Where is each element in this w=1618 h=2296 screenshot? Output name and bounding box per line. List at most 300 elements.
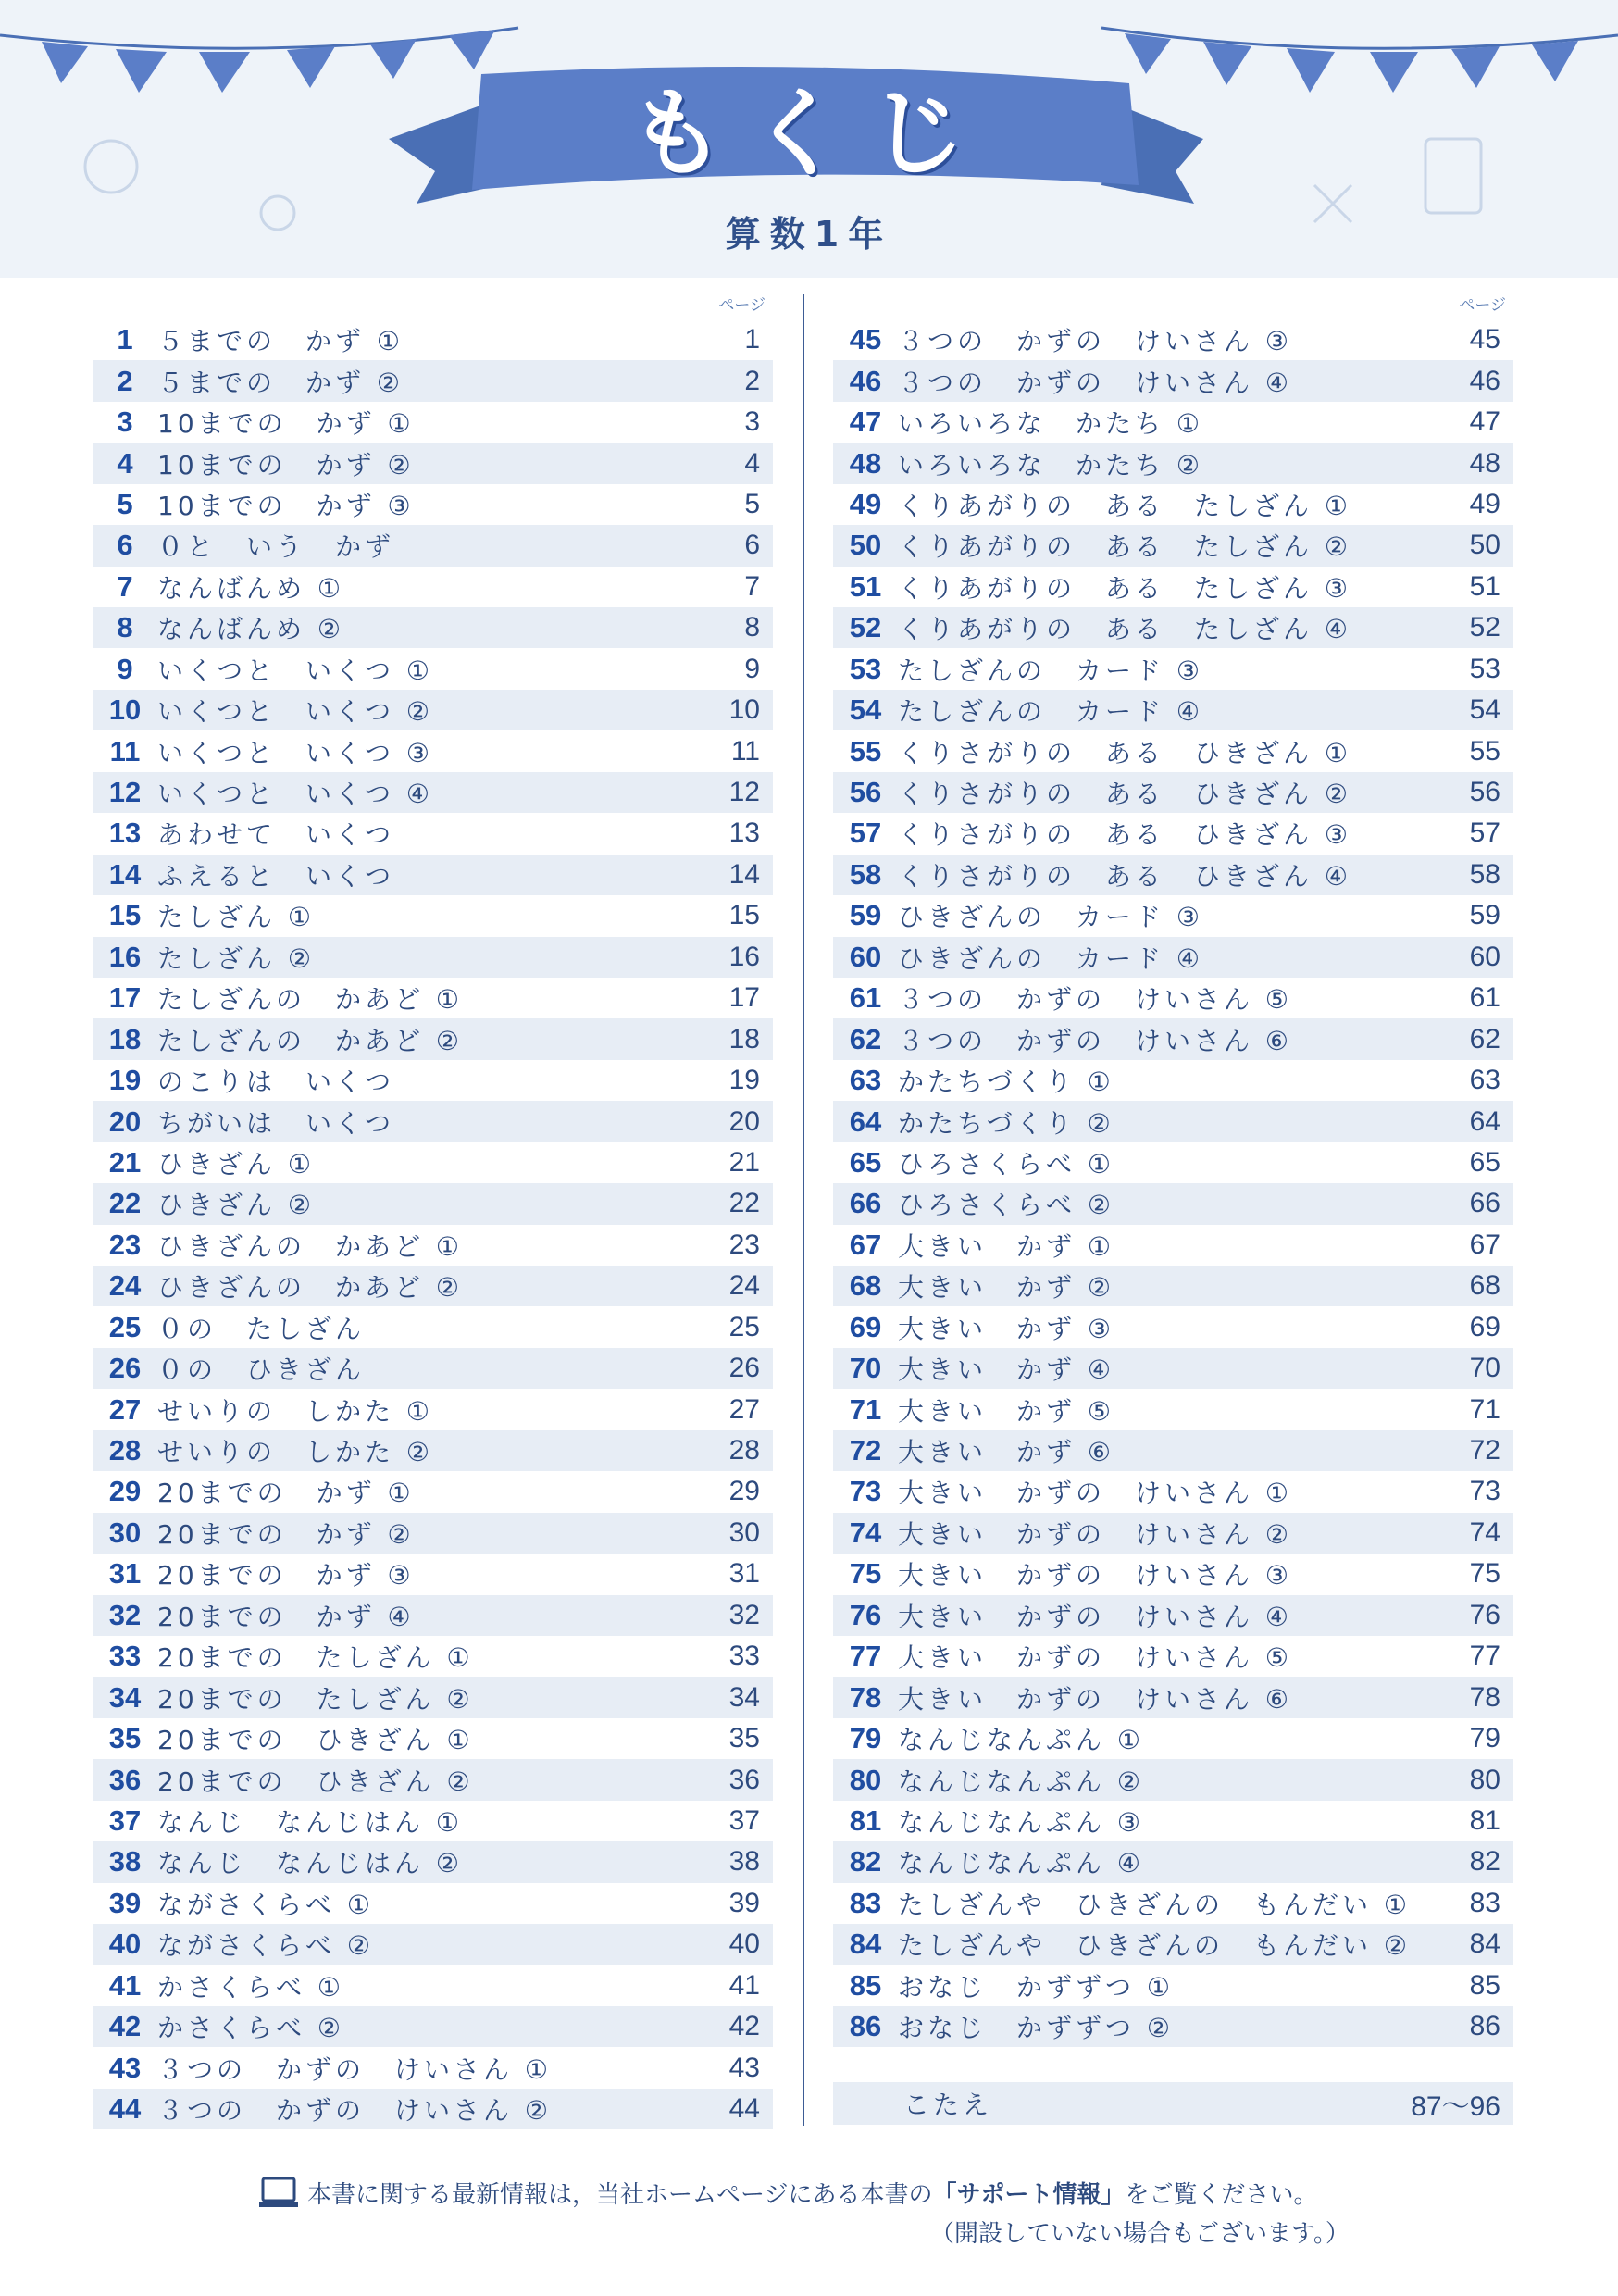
lesson-number: 14 <box>108 857 142 891</box>
lesson-page: 51 <box>1469 570 1500 602</box>
toc-row[interactable] <box>833 1677 1513 1717</box>
toc-row[interactable] <box>93 319 773 360</box>
toc-row[interactable] <box>93 1430 773 1471</box>
lesson-page: 80 <box>1469 1764 1500 1795</box>
lesson-number: 4 <box>117 446 133 480</box>
lesson-title: くりあがりの ある たしざん ③ <box>898 572 1352 604</box>
lesson-page: 33 <box>728 1641 760 1672</box>
lesson-title: 大きい かずの けいさん ④ <box>898 1601 1293 1632</box>
toc-row[interactable] <box>833 1266 1513 1306</box>
lesson-title: 大きい かず ③ <box>898 1313 1115 1344</box>
toc-row[interactable] <box>93 360 773 401</box>
lesson-page: 75 <box>1469 1558 1500 1590</box>
toc-row[interactable] <box>93 730 773 771</box>
toc-row[interactable] <box>93 1841 773 1882</box>
lesson-page: 29 <box>728 1476 760 1507</box>
toc-row[interactable] <box>93 484 773 525</box>
lesson-page: 63 <box>1469 1065 1500 1096</box>
lesson-number: 8 <box>117 611 133 644</box>
lesson-title: くりさがりの ある ひきざん ④ <box>898 860 1352 892</box>
lesson-title: 大きい かず ⑤ <box>898 1395 1115 1427</box>
lesson-title: ３つの かずの けいさん ② <box>157 2095 553 2126</box>
toc-row[interactable] <box>93 402 773 443</box>
toc-row[interactable] <box>833 855 1513 895</box>
toc-row[interactable] <box>93 1924 773 1965</box>
toc-row[interactable] <box>833 730 1513 771</box>
toc-row[interactable] <box>93 1101 773 1142</box>
toc-row[interactable] <box>833 1430 1513 1471</box>
lesson-title: なんじ なんじはん ① <box>157 1806 464 1838</box>
lesson-page: 30 <box>728 1516 760 1548</box>
lesson-page: 78 <box>1469 1681 1500 1713</box>
lesson-page: 52 <box>1469 612 1500 643</box>
lesson-page: 60 <box>1469 941 1500 972</box>
footer-text-c: をご覧ください。 <box>1125 2181 1318 2209</box>
lesson-number: 9 <box>117 652 133 685</box>
lesson-page: 71 <box>1469 1393 1500 1425</box>
lesson-number: 41 <box>108 1968 142 2002</box>
toc-row[interactable] <box>93 1677 773 1717</box>
lesson-number: 15 <box>108 899 142 932</box>
lesson-page: 34 <box>728 1681 760 1713</box>
lesson-number: 74 <box>849 1516 882 1549</box>
lesson-page: 45 <box>1469 324 1500 356</box>
lesson-number: 11 <box>109 734 141 767</box>
lesson-title: ひろさくらべ ② <box>898 1190 1115 1221</box>
lesson-page: 61 <box>1469 982 1500 1014</box>
toc-row[interactable] <box>93 1307 773 1348</box>
toc-row[interactable] <box>93 1595 773 1636</box>
lesson-page: 28 <box>728 1435 760 1466</box>
lesson-title: 大きい かず ① <box>898 1230 1115 1262</box>
toc-left-list <box>93 319 773 2129</box>
lesson-title: いろいろな かたち ② <box>898 449 1204 480</box>
lesson-page: 2 <box>744 365 760 396</box>
lesson-page: 59 <box>1469 900 1500 931</box>
lesson-number: 73 <box>849 1475 882 1508</box>
toc-row[interactable] <box>833 402 1513 443</box>
lesson-number: 25 <box>108 1310 142 1343</box>
lesson-title: かたちづくり ② <box>898 1107 1114 1139</box>
toc-row[interactable] <box>93 1348 773 1389</box>
toc-row[interactable] <box>93 1554 773 1594</box>
lesson-title: ０の たしざん <box>157 1313 366 1344</box>
toc-row[interactable] <box>833 1183 1513 1224</box>
lesson-title: 大きい かずの けいさん ① <box>898 1478 1293 1509</box>
lesson-number: 72 <box>849 1434 882 1466</box>
toc-row[interactable] <box>833 1471 1513 1512</box>
lesson-number: 60 <box>849 940 882 973</box>
lesson-page: 49 <box>1469 488 1500 519</box>
lesson-number: 27 <box>108 1392 142 1426</box>
lesson-number: 84 <box>849 1928 882 1961</box>
lesson-title: かたちづくり ① <box>898 1067 1114 1098</box>
toc-row[interactable] <box>833 1841 1513 1882</box>
toc-row[interactable] <box>833 1513 1513 1554</box>
lesson-number: 48 <box>849 446 882 480</box>
lesson-number: 36 <box>108 1763 142 1796</box>
toc-row[interactable] <box>833 2006 1513 2047</box>
toc-row[interactable] <box>93 937 773 978</box>
lesson-number: 13 <box>108 817 142 850</box>
lesson-title: ながさくらべ ① <box>157 1889 375 1920</box>
lesson-number: 46 <box>849 364 882 397</box>
lesson-title: くりあがりの ある たしざん ④ <box>898 614 1352 645</box>
lesson-page: 86 <box>1469 2011 1500 2042</box>
lesson-page: 84 <box>1469 1928 1500 1960</box>
toc-row[interactable] <box>93 1266 773 1306</box>
lesson-title: ながさくらべ ② <box>157 1930 375 1962</box>
lesson-page: 36 <box>728 1764 760 1795</box>
lesson-title: 10までの かず ① <box>157 408 415 440</box>
lesson-title: 10までの かず ② <box>157 449 415 480</box>
lesson-number: 12 <box>108 776 142 808</box>
lesson-page: 74 <box>1469 1516 1500 1548</box>
toc-row[interactable] <box>833 1595 1513 1636</box>
lesson-title: ５までの かず ② <box>157 367 404 398</box>
lesson-title: 20までの かず ③ <box>157 1560 415 1591</box>
toc-row[interactable] <box>93 855 773 895</box>
toc-row[interactable] <box>93 813 773 854</box>
lesson-number: 43 <box>108 2051 142 2084</box>
toc-row[interactable] <box>93 2089 773 2129</box>
toc-row[interactable] <box>833 1965 1513 2006</box>
toc-row[interactable] <box>93 772 773 813</box>
lesson-title: ０と いう かず <box>157 531 395 563</box>
lesson-number: 34 <box>108 1680 142 1714</box>
lesson-page: 76 <box>1469 1599 1500 1630</box>
lesson-number: 33 <box>108 1640 142 1673</box>
lesson-page: 54 <box>1469 694 1500 726</box>
toc-row[interactable] <box>833 978 1513 1018</box>
toc-row[interactable] <box>93 1018 773 1059</box>
toc-row[interactable] <box>833 360 1513 401</box>
lesson-title: ３つの かずの けいさん ③ <box>898 326 1293 357</box>
toc-row[interactable] <box>93 1389 773 1429</box>
lesson-number: 44 <box>108 2092 142 2125</box>
lesson-page: 46 <box>1469 365 1500 396</box>
lesson-title: 大きい かず ④ <box>898 1354 1115 1386</box>
toc-row[interactable] <box>833 1060 1513 1101</box>
toc-row[interactable] <box>833 649 1513 690</box>
toc-row[interactable] <box>93 1471 773 1512</box>
toc-row[interactable] <box>833 484 1513 525</box>
lesson-title: ０の ひきざん <box>157 1354 366 1386</box>
lesson-page: 35 <box>728 1723 760 1754</box>
lesson-number: 19 <box>108 1064 142 1097</box>
lesson-number: 50 <box>849 529 882 562</box>
lesson-page: 15 <box>728 900 760 931</box>
lesson-page: 10 <box>728 694 760 726</box>
lesson-page: 53 <box>1469 653 1500 684</box>
lesson-number: 78 <box>849 1680 882 1714</box>
toc-row[interactable] <box>93 607 773 648</box>
answers-row[interactable] <box>833 2082 1513 2125</box>
toc-row[interactable] <box>833 772 1513 813</box>
lesson-title: ひきざん ① <box>157 1148 316 1179</box>
lesson-number: 67 <box>849 1228 882 1261</box>
lesson-title: 20までの かず ② <box>157 1518 415 1550</box>
lesson-number: 35 <box>108 1722 142 1755</box>
lesson-title: たしざんの カード ③ <box>898 655 1204 686</box>
toc-row[interactable] <box>93 978 773 1018</box>
lesson-page: 55 <box>1469 735 1500 767</box>
lesson-number: 30 <box>108 1516 142 1549</box>
lesson-page: 43 <box>728 2052 760 2083</box>
lesson-number: 21 <box>108 1145 142 1179</box>
lesson-number: 2 <box>117 364 133 397</box>
lesson-page: 50 <box>1469 530 1500 561</box>
toc-row[interactable] <box>833 567 1513 607</box>
lesson-page: 17 <box>728 982 760 1014</box>
lesson-number: 23 <box>108 1228 142 1261</box>
toc-row[interactable] <box>93 1965 773 2006</box>
lesson-page: 64 <box>1469 1105 1500 1137</box>
lesson-title: かさくらべ ② <box>157 2013 345 2044</box>
toc-row[interactable] <box>93 690 773 730</box>
toc-row[interactable] <box>93 2006 773 2047</box>
lesson-number: 16 <box>108 940 142 973</box>
lesson-page: 31 <box>728 1558 760 1590</box>
lesson-title: のこりは いくつ <box>157 1067 395 1098</box>
lesson-page: 41 <box>728 1969 760 2001</box>
lesson-title: くりさがりの ある ひきざん ② <box>898 779 1352 809</box>
lesson-page: 73 <box>1469 1476 1500 1507</box>
toc-row[interactable] <box>833 690 1513 730</box>
lesson-page: 25 <box>728 1311 760 1342</box>
lesson-title: ひろさくらべ ① <box>898 1148 1115 1179</box>
lesson-number: 7 <box>117 569 133 603</box>
lesson-page: 4 <box>744 447 760 479</box>
lesson-title: いくつと いくつ ② <box>157 696 434 728</box>
lesson-page: 62 <box>1469 1023 1500 1054</box>
lesson-page: 37 <box>728 1804 760 1836</box>
toc-right-list <box>833 319 1513 2047</box>
lesson-number: 5 <box>117 487 133 520</box>
lesson-title: 10までの かず ③ <box>157 490 415 521</box>
lesson-page: 81 <box>1469 1804 1500 1836</box>
lesson-page: 66 <box>1469 1188 1500 1219</box>
lesson-number: 32 <box>108 1598 142 1631</box>
toc-row[interactable] <box>93 443 773 483</box>
page-subtitle: 算数1年 <box>725 214 893 255</box>
toc-row[interactable] <box>93 1801 773 1841</box>
toc-row[interactable] <box>93 895 773 936</box>
toc-row[interactable] <box>93 1142 773 1183</box>
lesson-title: ちがいは いくつ <box>157 1107 395 1139</box>
lesson-number: 53 <box>849 652 882 685</box>
lesson-title: ひきざん ② <box>157 1190 316 1221</box>
lesson-page: 23 <box>728 1229 760 1260</box>
toc-row[interactable] <box>833 607 1513 648</box>
toc-row[interactable] <box>833 1389 1513 1429</box>
lesson-number: 64 <box>849 1104 882 1138</box>
lesson-title: 大きい かず ② <box>898 1272 1115 1304</box>
lesson-number: 38 <box>108 1845 142 1878</box>
lesson-number: 28 <box>108 1434 142 1466</box>
footer-text-a: 本書に関する最新情報は，当社ホームページにある本書の <box>307 2181 933 2209</box>
toc-row[interactable] <box>833 1801 1513 1841</box>
toc-row[interactable] <box>93 1759 773 1800</box>
lesson-page: 70 <box>1469 1353 1500 1384</box>
lesson-number: 55 <box>849 734 882 767</box>
toc-row[interactable] <box>833 1883 1513 1924</box>
lesson-page: 22 <box>728 1188 760 1219</box>
footer-note: （開設していない場合もございます。） <box>930 2220 1350 2248</box>
lesson-page: 38 <box>728 1846 760 1878</box>
column-divider <box>803 294 804 2126</box>
lesson-title: いくつと いくつ ③ <box>157 737 434 768</box>
lesson-number: 45 <box>849 323 882 356</box>
lesson-title: せいりの しかた ① <box>157 1395 434 1427</box>
lesson-title: あわせて いくつ <box>157 819 395 851</box>
page-title: もくじ <box>628 77 989 190</box>
lesson-page: 3 <box>744 406 760 438</box>
lesson-page: 20 <box>728 1105 760 1137</box>
lesson-title: ひきざんの かあど ① <box>157 1230 464 1262</box>
lesson-page: 32 <box>728 1599 760 1630</box>
toc-row[interactable] <box>93 1718 773 1759</box>
toc-row[interactable] <box>833 1225 1513 1266</box>
lesson-title: 大きい かずの けいさん ⑤ <box>898 1642 1293 1674</box>
toc-row[interactable] <box>93 1060 773 1101</box>
lesson-page: 26 <box>728 1353 760 1384</box>
toc-row[interactable] <box>833 937 1513 978</box>
lesson-title: くりさがりの ある ひきざん ① <box>898 737 1352 768</box>
lesson-title: なんじ なんじはん ② <box>157 1848 464 1879</box>
lesson-page: 9 <box>744 653 760 684</box>
lesson-number: 24 <box>108 1269 142 1303</box>
lesson-number: 20 <box>108 1104 142 1138</box>
lesson-number: 58 <box>849 857 882 891</box>
lesson-number: 79 <box>849 1722 882 1755</box>
lesson-title: ３つの かずの けいさん ④ <box>898 367 1293 398</box>
toc-row[interactable] <box>93 1183 773 1224</box>
lesson-title: たしざんの かあど ② <box>157 1025 464 1056</box>
toc-row[interactable] <box>833 1636 1513 1677</box>
toc-row[interactable] <box>93 1225 773 1266</box>
lesson-title: いろいろな かたち ① <box>898 408 1204 440</box>
toc-row[interactable] <box>833 895 1513 936</box>
lesson-number: 37 <box>108 1803 142 1837</box>
toc-row[interactable] <box>833 1142 1513 1183</box>
lesson-title: なんじなんぷん ③ <box>898 1806 1145 1838</box>
lesson-title: ５までの かず ① <box>157 326 404 357</box>
support-info-link[interactable]: 「サポート情報」 <box>932 2181 1126 2209</box>
toc-row[interactable] <box>93 567 773 607</box>
lesson-page: 77 <box>1469 1641 1500 1672</box>
lesson-title: 20までの かず ④ <box>157 1601 415 1632</box>
toc-row[interactable] <box>93 525 773 566</box>
lesson-title: たしざんの かあど ① <box>157 984 464 1016</box>
lesson-title: 大きい かずの けいさん ⑥ <box>898 1683 1293 1715</box>
lesson-title: たしざん ① <box>157 902 316 933</box>
toc-row[interactable] <box>833 1018 1513 1059</box>
lesson-page: 39 <box>728 1887 760 1918</box>
toc-row[interactable] <box>93 2047 773 2088</box>
lesson-page: 67 <box>1469 1229 1500 1260</box>
lesson-title: ３つの かずの けいさん ⑥ <box>898 1025 1293 1056</box>
toc-right-column <box>833 292 1513 2047</box>
lesson-number: 17 <box>108 981 142 1015</box>
lesson-title: くりさがりの ある ひきざん ③ <box>898 819 1352 851</box>
toc-row[interactable] <box>93 1636 773 1677</box>
lesson-page: 85 <box>1469 1969 1500 2001</box>
lesson-number: 29 <box>108 1475 142 1508</box>
lesson-page: 47 <box>1469 406 1500 438</box>
lesson-number: 22 <box>108 1187 142 1220</box>
page-column-label: ページ <box>718 296 765 315</box>
lesson-number: 56 <box>849 776 882 808</box>
lesson-page: 42 <box>728 2011 760 2042</box>
lesson-page: 18 <box>728 1023 760 1054</box>
lesson-title: せいりの しかた ② <box>157 1437 434 1467</box>
lesson-number: 51 <box>849 569 882 603</box>
toc-row[interactable] <box>833 813 1513 854</box>
toc-row[interactable] <box>833 443 1513 483</box>
lesson-title: なんじなんぷん ④ <box>898 1848 1145 1879</box>
lesson-page: 14 <box>728 858 760 890</box>
lesson-page: 13 <box>728 817 760 849</box>
lesson-number: 42 <box>108 2010 142 2043</box>
lesson-title: なんじなんぷん ① <box>898 1725 1145 1756</box>
toc-row[interactable] <box>93 1883 773 1924</box>
lesson-number: 40 <box>108 1928 142 1961</box>
lesson-number: 1 <box>117 323 133 356</box>
toc-row[interactable] <box>833 319 1513 360</box>
lesson-page: 58 <box>1469 858 1500 890</box>
lesson-title: 大きい かずの けいさん ② <box>898 1518 1293 1550</box>
toc-row[interactable] <box>833 1759 1513 1800</box>
lesson-title: 大きい かず ⑥ <box>898 1437 1115 1467</box>
lesson-page: 83 <box>1469 1887 1500 1918</box>
lesson-page: 48 <box>1469 447 1500 479</box>
lesson-title: ３つの かずの けいさん ① <box>157 2053 553 2085</box>
lesson-title: 20までの かず ① <box>157 1478 415 1509</box>
lesson-title: おなじ かずずつ ① <box>898 1971 1175 2003</box>
toc-row[interactable] <box>93 1513 773 1554</box>
lesson-number: 52 <box>849 611 882 644</box>
lesson-page: 56 <box>1469 777 1500 807</box>
lesson-page: 69 <box>1469 1311 1500 1342</box>
lesson-number: 71 <box>849 1392 882 1426</box>
toc-row[interactable] <box>93 649 773 690</box>
lesson-page: 12 <box>728 777 760 807</box>
toc-row[interactable] <box>833 1348 1513 1389</box>
lesson-title: たしざんや ひきざんの もんだい ② <box>898 1930 1412 1962</box>
lesson-number: 10 <box>108 693 142 727</box>
toc-row[interactable] <box>833 1718 1513 1759</box>
lesson-number: 39 <box>108 1886 142 1919</box>
lesson-number: 57 <box>849 817 882 850</box>
answers-pages: 87～96 <box>1411 2091 1500 2122</box>
lesson-number: 86 <box>849 2010 882 2043</box>
lesson-title: なんばんめ ① <box>157 572 345 604</box>
lesson-page: 11 <box>730 735 760 767</box>
lesson-page: 24 <box>728 1270 760 1302</box>
lesson-title: くりあがりの ある たしざん ① <box>898 490 1352 521</box>
lesson-title: くりあがりの ある たしざん ② <box>898 531 1352 563</box>
lesson-page: 65 <box>1469 1146 1500 1178</box>
toc-row[interactable] <box>833 1924 1513 1965</box>
lesson-page: 27 <box>728 1393 760 1425</box>
toc-row[interactable] <box>833 525 1513 566</box>
toc-row[interactable] <box>833 1554 1513 1594</box>
toc-row[interactable] <box>833 1307 1513 1348</box>
lesson-page: 79 <box>1469 1723 1500 1754</box>
lesson-number: 76 <box>849 1598 882 1631</box>
toc-row[interactable] <box>833 1101 1513 1142</box>
